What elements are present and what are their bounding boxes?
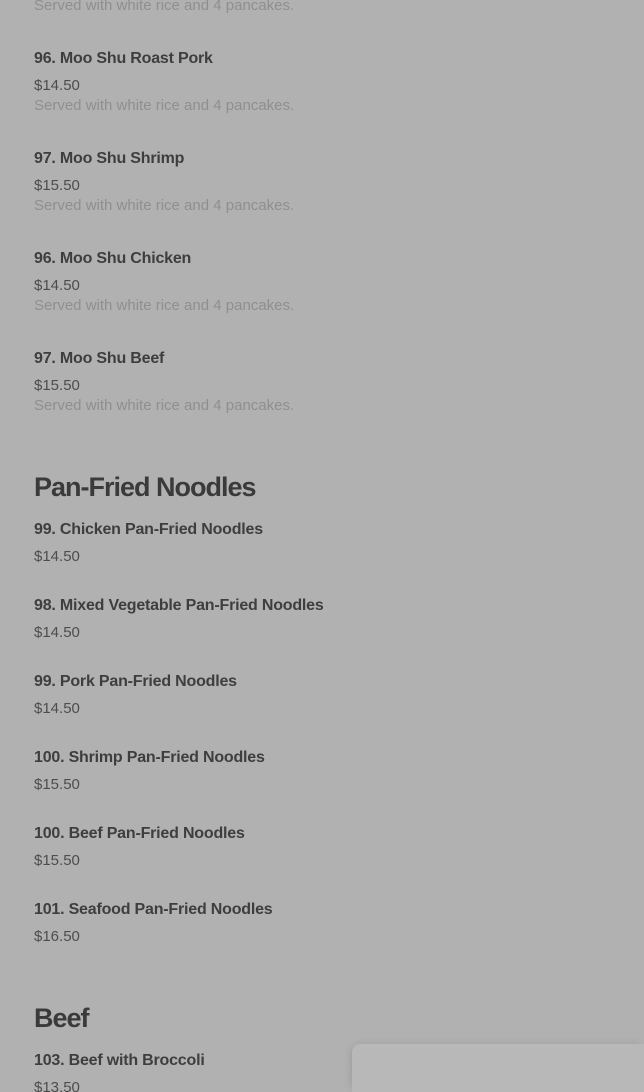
menu-item [34, 0, 610, 16]
item-description: Served with white rice and 4 pancakes. [34, 397, 295, 414]
item-price: $15.50 [34, 377, 80, 394]
item-description: Served with white rice and 4 pancakes. [34, 197, 295, 214]
menu-item[interactable] [34, 49, 610, 116]
item-price: $14.50 [34, 548, 80, 565]
item-title: 98. Mixed Vegetable Pan-Fried Noodles [34, 597, 324, 614]
item-price: $14.50 [34, 624, 80, 641]
item-price: $16.50 [34, 928, 80, 945]
menu-section [34, 470, 610, 947]
item-price: $14.50 [34, 700, 80, 717]
menu-item[interactable] [34, 149, 610, 216]
menu-item[interactable] [34, 249, 610, 316]
section-heading: Pan-Fried Noodles [34, 472, 256, 502]
item-description: Served with white rice and 4 pancakes. [34, 0, 295, 14]
menu-item[interactable] [34, 349, 610, 416]
item-title: 96. Moo Shu Chicken [34, 250, 192, 267]
item-title: 101. Seafood Pan-Fried Noodles [34, 901, 273, 918]
item-description: Served with white rice and 4 pancakes. [34, 297, 295, 314]
section-heading: Beef [34, 1003, 89, 1033]
item-title: 99. Chicken Pan-Fried Noodles [34, 521, 263, 538]
item-price: $14.50 [34, 277, 80, 294]
item-price: $15.50 [34, 776, 80, 793]
item-price: $14.50 [34, 77, 80, 94]
menu-item[interactable] [34, 824, 610, 871]
item-title: 100. Shrimp Pan-Fried Noodles [34, 749, 265, 766]
item-title: 97. Moo Shu Beef [34, 350, 165, 367]
menu-item[interactable] [34, 672, 610, 719]
item-title: 103. Beef with Broccoli [34, 1052, 205, 1069]
menu-item[interactable] [34, 520, 610, 567]
bottom-right-panel [352, 1044, 644, 1092]
menu-sections [34, 0, 610, 1092]
item-title: 100. Beef Pan-Fried Noodles [34, 825, 245, 842]
menu-item[interactable] [34, 748, 610, 795]
menu-section [34, 0, 610, 416]
item-price: $13.50 [34, 1079, 80, 1092]
item-title: 99. Pork Pan-Fried Noodles [34, 673, 237, 690]
item-price: $15.50 [34, 852, 80, 869]
menu-item[interactable] [34, 596, 610, 643]
item-title: 96. Moo Shu Roast Pork [34, 50, 213, 67]
item-price: $15.50 [34, 177, 80, 194]
item-title: 97. Moo Shu Shrimp [34, 150, 185, 167]
menu-item[interactable] [34, 900, 610, 947]
item-description: Served with white rice and 4 pancakes. [34, 97, 295, 114]
